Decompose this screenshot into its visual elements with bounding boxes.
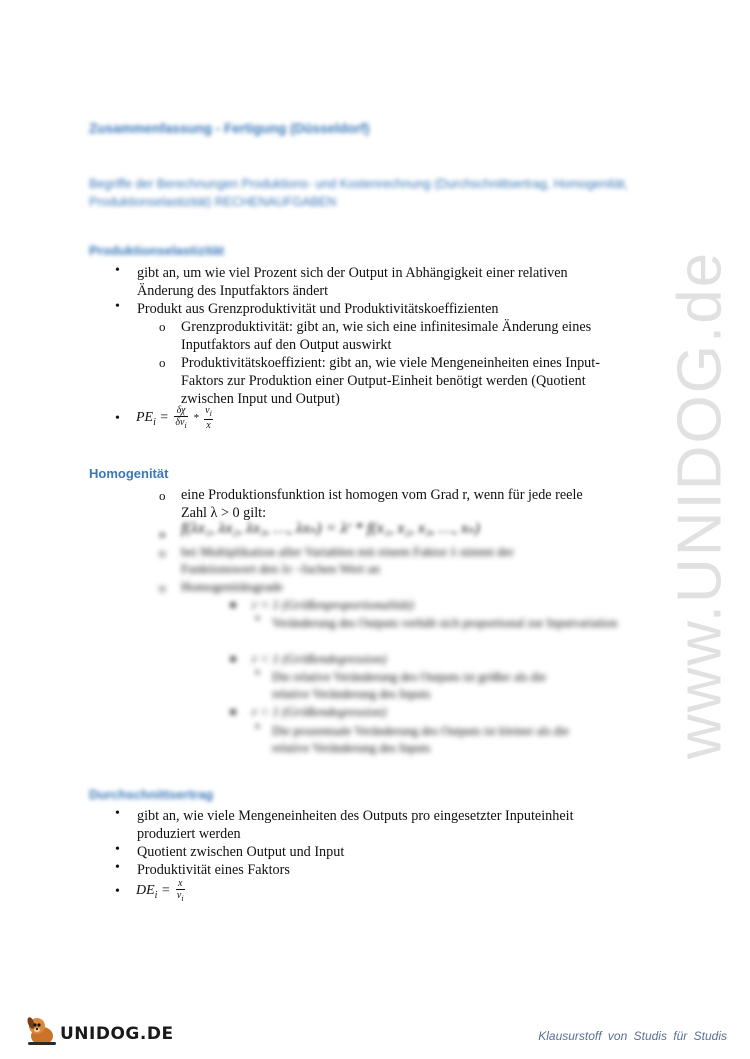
- hom-sub-1-line-2: Zahl λ > 0 gilt:: [181, 505, 267, 521]
- hom-grade-2: r < 1 (Größendegression): [252, 651, 387, 666]
- brand-text: UNIDOG.DE: [60, 1024, 174, 1044]
- hom-sub-2-line-1: bei Multiplikation aller Variablen mit einem Faktor λ nimmt der: [181, 544, 514, 559]
- circle-bullet: o: [159, 488, 166, 503]
- watermark: www.UNIDOG.de: [665, 250, 735, 760]
- pe-formula: $PE_i$ = $\frac{\delta\chi}{\delta v_i}$ * $\frac{v_i}{x}$: [136, 405, 212, 431]
- pe-bullet-2: Produkt aus Grenzproduktivität und Produktivitätskoeffizienten: [137, 301, 499, 317]
- pe-bullet-1-line-1: gibt an, um wie viel Prozent sich der Output in Abhängigkeit einer relativen: [137, 265, 568, 281]
- pe-sub-1-line-2: Inputfaktors auf den Output auswirkt: [181, 337, 392, 353]
- hom-grade-3-desc-1: Die prozentuale Veränderung des Outputs ist kleiner als die: [272, 724, 569, 738]
- circle-bullet: o: [159, 580, 166, 595]
- hom-grade-3: r > 1 (Größendegression): [252, 704, 387, 719]
- square-bullet: ■: [230, 600, 237, 611]
- de-bullet-1-line-2: produziert werden: [137, 826, 241, 842]
- square-bullet: ■: [230, 654, 237, 665]
- bullet-dot: •: [115, 263, 120, 278]
- bullet-dot: •: [255, 666, 260, 681]
- bullet-dot: •: [115, 884, 120, 899]
- pe-sub-1-line-1: Grenzproduktivität: gibt an, wie sich eine infinitesimale Änderung eines: [181, 319, 592, 335]
- hom-grade-2-desc-1: Die relative Veränderung des Outputs ist größer als die: [272, 670, 546, 684]
- de-bullet-3: Produktivität eines Faktors: [137, 862, 290, 878]
- hom-grade-2-desc-2: relative Veränderung des Inputs: [272, 687, 431, 701]
- hom-sub-3: Homogenitätsgrade: [181, 579, 283, 594]
- hom-sub-1-line-1: eine Produktionsfunktion ist homogen vom Grad r, wenn für jede reele: [181, 487, 583, 503]
- pe-sub-2-line-3: zwischen Input und Output): [181, 391, 340, 407]
- hom-grade-1: r = 1 (Größenproportionalität): [252, 597, 414, 612]
- document-subtitle: Begriffe der Berechnungen Produktions- und Kostenrechnung (Durchschnittsertrag, Homogenität, Produktionselastizität) RECHENAUFGABEN: [89, 177, 628, 209]
- circle-bullet: o: [159, 526, 166, 541]
- de-formula: $DE_i$ = $\frac{x}{v_i}$: [136, 878, 184, 903]
- heading-homogenitaet: Homogenität: [89, 466, 169, 481]
- footer-tagline: Klausurstoff von Studis für Studis: [538, 1029, 727, 1043]
- heading-produktionselastizitaet: Produktionselastizität: [89, 243, 225, 258]
- square-bullet: ■: [230, 707, 237, 718]
- hom-sub-2-line-2: Funktionswert den λr –fachen Wert an: [181, 561, 380, 576]
- de-bullet-2: Quotient zwischen Output und Input: [137, 844, 345, 860]
- pe-bullet-1-line-2: Änderung des Inputfaktors ändert: [137, 283, 329, 299]
- bullet-dot: •: [115, 806, 120, 821]
- document-title: Zusammenfassung - Fertigung (Düsseldorf): [89, 121, 370, 136]
- bullet-dot: •: [115, 860, 120, 875]
- bullet-dot: •: [255, 612, 260, 627]
- bullet-dot: •: [255, 720, 260, 735]
- hom-grade-1-desc: Veränderung des Outputs verhält sich proportional zur Inputvariation: [272, 616, 618, 630]
- circle-bullet: o: [159, 355, 166, 370]
- dog-mascot-icon: [24, 1014, 60, 1053]
- hom-formula: f(λx₁, λx₂, λx₃, …, λxₙ) = λʳ * f(x₁, x₂, x₃, …, xₙ): [181, 520, 480, 537]
- heading-durchschnittsertrag: Durchschnittsertrag: [89, 787, 214, 802]
- bullet-dot: •: [115, 411, 120, 426]
- hom-grade-3-desc-2: relative Veränderung des Inputs: [272, 741, 431, 755]
- bullet-dot: •: [115, 842, 120, 857]
- bullet-dot: •: [115, 299, 120, 314]
- pe-sub-2-line-1: Produktivitätskoeffizient: gibt an, wie viele Mengeneinheiten eines Input-: [181, 355, 600, 371]
- unidog-logo[interactable]: [22, 1010, 174, 1050]
- pe-sub-2-line-2: Faktors zur Produktion einer Output-Einheit benötigt werden (Quotient: [181, 373, 586, 389]
- circle-bullet: o: [159, 319, 166, 334]
- circle-bullet: o: [159, 545, 166, 560]
- de-bullet-1-line-1: gibt an, wie viele Mengeneinheiten des Outputs pro eingesetzter Inputeinheit: [137, 808, 574, 824]
